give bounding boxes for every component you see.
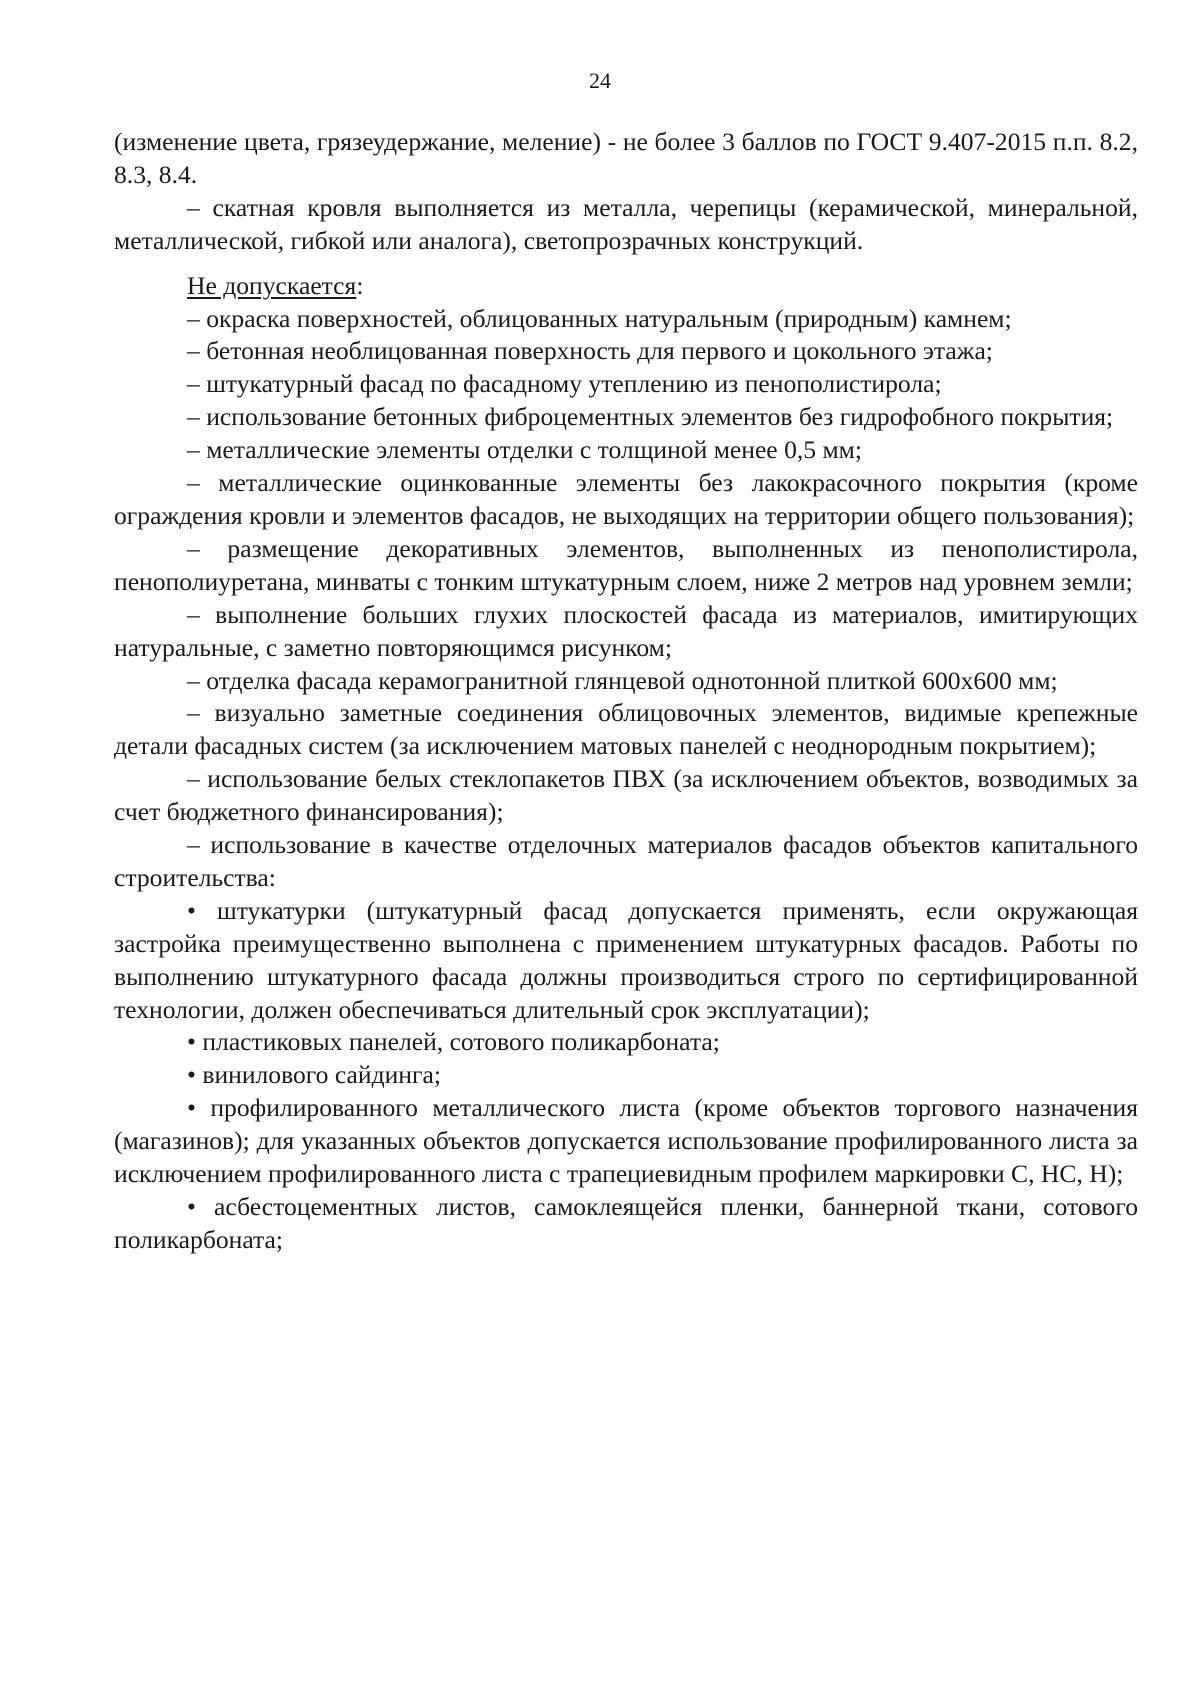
list-item-pvc-windows: – использование белых стеклопакетов ПВХ (за исключением объектов, возводимых за счет бюджетного финансирования); bbox=[114, 764, 1138, 827]
list-item-blank-planes: – выполнение больших глухих плоскостей фасада из материалов, имитирующих натуральные, с заметно повторяющимся рисунком; bbox=[114, 599, 1138, 662]
paragraph-color-change: (изменение цвета, грязеудержание, меление) - не более 3 баллов по ГОСТ 9.407-2015 п.п. 8.2, 8.3, 8.4. bbox=[114, 127, 1138, 189]
bullet-item-profiled-sheet: • профилированного металлического листа (кроме объектов торгового назначения (магазинов); для указанных объектов допускается использование профилированного листа за исключением профилированного листа с трапециевидным профилем маркировки С, НС, Н); bbox=[114, 1093, 1138, 1189]
list-item-decorative: – размещение декоративных элементов, выполненных из пенополистирола, пенополиуретана, минваты с тонким штукатурным слоем, ниже 2 метров над уровнем земли; bbox=[114, 533, 1138, 596]
list-item-galvanized: – металлические оцинкованные элементы без лакокрасочного покрытия (кроме ограждения кровли и элементов фасадов, не выходящих на территории общего пользования); bbox=[114, 468, 1138, 530]
list-item-porcelain-tile: – отделка фасада керамогранитной глянцевой однотонной плиткой 600х600 мм; bbox=[187, 665, 1058, 695]
page-number: 24 bbox=[589, 68, 611, 93]
list-item-fibercement: – использование бетонных фиброцементных элементов без гидрофобного покрытия; bbox=[187, 402, 1114, 432]
list-item-stone-painting: – окраска поверхностей, облицованных натуральным (природным) камнем; bbox=[187, 303, 1012, 333]
list-item-finishing-materials: – использование в качестве отделочных материалов фасадов объектов капитального строительства: bbox=[114, 830, 1138, 892]
heading-not-allowed-text: Не допускается bbox=[187, 270, 357, 300]
bullet-item-vinyl-siding: • винилового сайдинга; bbox=[187, 1060, 441, 1090]
bullet-item-plastic-panels: • пластиковых панелей, сотового поликарбоната; bbox=[187, 1027, 720, 1057]
paragraph-pitched-roof: – скатная кровля выполняется из металла, черепицы (керамической, минеральной, металлической, гибкой или аналога), светопрозрачных конструкций. bbox=[114, 192, 1138, 255]
list-item-concrete-surface: – бетонная необлицованная поверхность для первого и цокольного этажа; bbox=[187, 336, 993, 366]
heading-colon: : bbox=[356, 270, 364, 300]
document-body bbox=[114, 126, 1138, 1257]
list-item-visible-joints: – визуально заметные соединения облицовочных элементов, видимые крепежные детали фасадных систем (за исключением матовых панелей с неоднородным покрытием); bbox=[114, 698, 1138, 761]
list-item-plaster-facade: – штукатурный фасад по фасадному утеплению из пенополистирола; bbox=[187, 369, 942, 399]
bullet-item-plaster: • штукатурки (штукатурный фасад допускается применять, если окружающая застройка преимущественно выполнена с применением штукатурных фасадов. Работы по выполнению штукатурного фасада должны производиться строго по сертифицированной технологии, должен обеспечиваться длительный срок эксплуатации); bbox=[114, 895, 1138, 1024]
list-item-metal-thickness: – металлические элементы отделки с толщиной менее 0,5 мм; bbox=[187, 435, 862, 465]
heading-not-allowed bbox=[114, 270, 1138, 303]
bullet-item-asbestos: • асбестоцементных листов, самоклеящейся пленки, баннерной ткани, сотового поликарбоната; bbox=[114, 1192, 1138, 1254]
